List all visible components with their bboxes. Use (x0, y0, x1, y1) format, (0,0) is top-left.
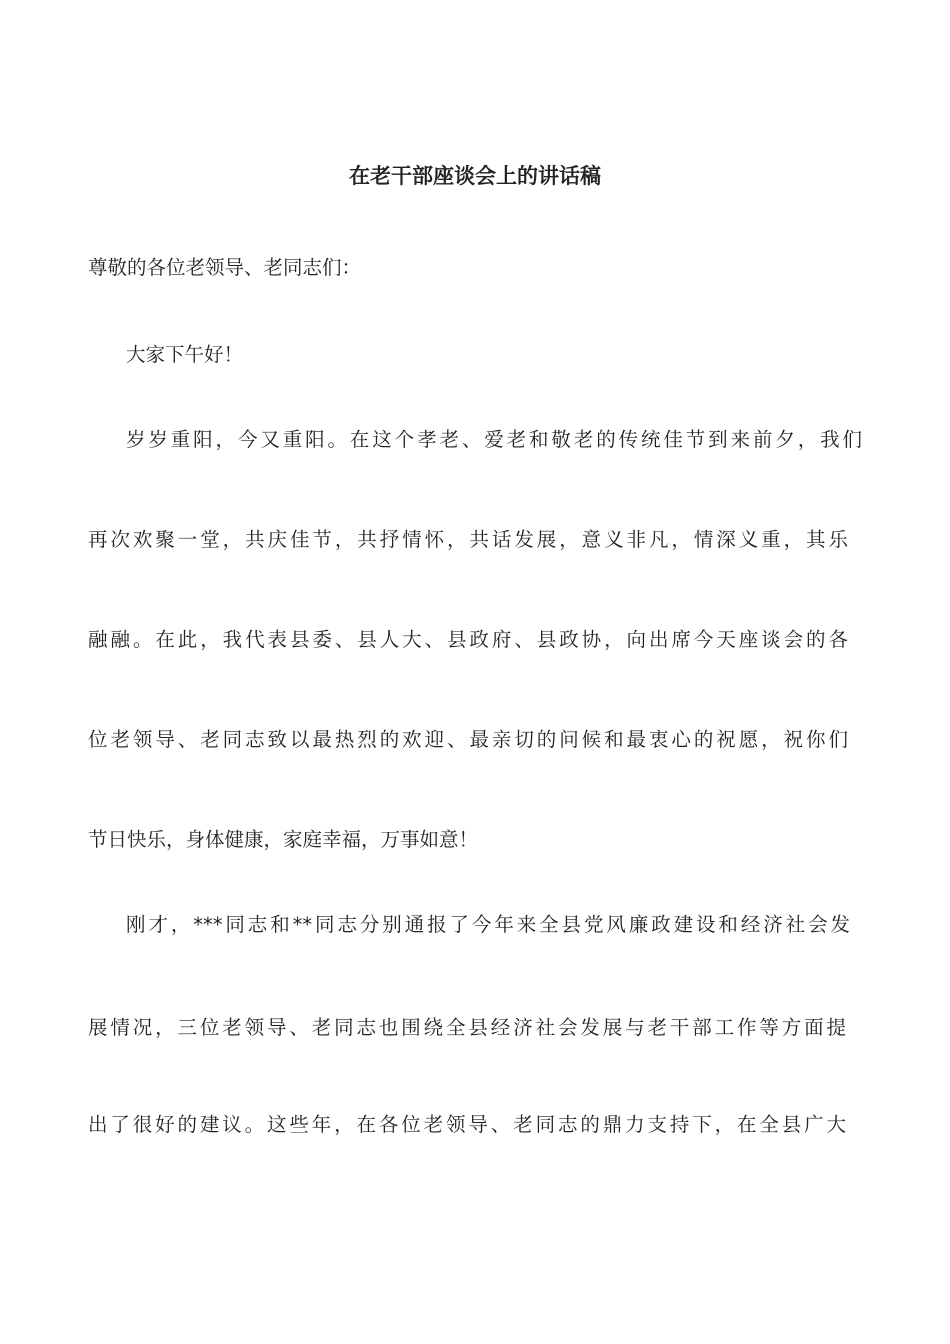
paragraph-1-line: 融融。在此，我代表县委、县人大、县政府、县政协，向出席今天座谈会的各 (88, 628, 848, 651)
paragraph-2-line: 刚才，***同志和**同志分别通报了今年来全县党风廉政建设和经济社会发 (126, 913, 850, 936)
paragraph-1-line: 位老领导、老同志致以最热烈的欢迎、最亲切的问候和最衷心的祝愿，祝你们 (88, 728, 848, 751)
paragraph-2-line: 展情况，三位老领导、老同志也围绕全县经济社会发展与老干部工作等方面提 (88, 1016, 846, 1039)
salutation: 尊敬的各位老领导、老同志们： (88, 256, 362, 279)
paragraph-1-line: 岁岁重阳，今又重阳。在这个孝老、爱老和敬老的传统佳节到来前夕，我们 (126, 428, 862, 451)
greeting: 大家下午好！ (126, 343, 244, 366)
paragraph-1-line: 再次欢聚一堂，共庆佳节，共抒情怀，共话发展，意义非凡，情深义重，其乐 (88, 528, 848, 551)
paragraph-1-line: 节日快乐，身体健康，家庭幸福，万事如意！ (88, 828, 479, 851)
paragraph-2-line: 出了很好的建议。这些年，在各位老领导、老同志的鼎力支持下，在全县广大 (88, 1113, 846, 1136)
document-title: 在老干部座谈会上的讲话稿 (349, 164, 601, 188)
